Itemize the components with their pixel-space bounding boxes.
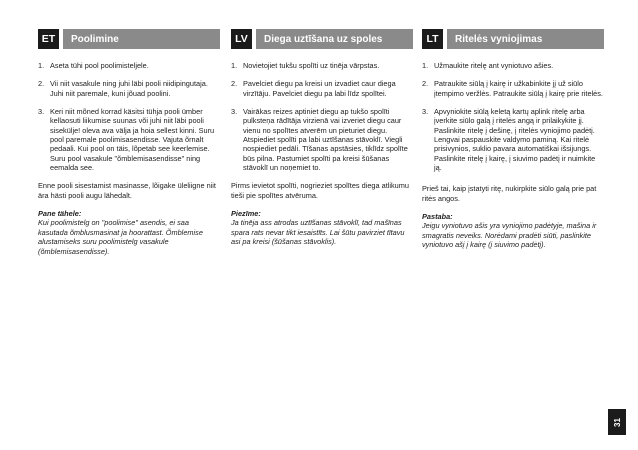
- column-estonian: [38, 29, 220, 256]
- page-number: 31: [612, 417, 622, 427]
- step-number: 2.: [231, 79, 238, 89]
- note-heading: Pastaba:: [422, 212, 453, 222]
- page-number-badge: [608, 409, 626, 435]
- step-item: [38, 61, 220, 70]
- note-heading: Piezīme:: [231, 209, 261, 219]
- step-number: 2.: [422, 79, 429, 89]
- column-latvian: [231, 29, 413, 247]
- step-item: [422, 61, 604, 70]
- step-item: [231, 107, 413, 172]
- note-text: Jeigu vyniotuvo ašis yra vyniojimo padėtyje, mašina ir smagratis neveiks. Norėdami pradėti siūti, paslinkite vyniotuvo ašį į kairę (į siuvimo padėtį).: [422, 221, 597, 250]
- step-text: Apvyniokite siūlą keletą kartų aplink ritelę arba įverkite siūlo galą į ritelės angą ir prilaikykite jį. Paslinkite ritelę į dešinę, į ritelės vyniojimo padėtį. Lengvai paspauskite valdymo paminą. Kai ritelė prisivynios, suklio pavara automatiškai išsijungs. Paslinkite ritelę į kairę, į siuvimo padėtį ir nuimkite ją.: [434, 107, 596, 173]
- column-lithuanian: [422, 29, 604, 250]
- step-number: 1.: [231, 61, 238, 70]
- language-code-badge: ET: [38, 29, 59, 49]
- step-number: 3.: [231, 107, 238, 117]
- section-header-lv: [231, 29, 413, 49]
- step-text: Patraukite siūlą į kairę ir užkabinkite jį už siūlo įtempimo veržlės. Patraukite siūlą į kairę prie ritelės.: [434, 79, 603, 98]
- section-body: [231, 61, 413, 247]
- step-number: 3.: [38, 107, 45, 117]
- step-number: 2.: [38, 79, 45, 89]
- instruction-paragraph: Enne pooli sisestamist masinasse, lõigake üleliigne niit ära hästi pooli augu lähedalt.: [38, 181, 216, 200]
- step-item: [422, 79, 604, 98]
- section-header-et: [38, 29, 220, 49]
- step-number: 1.: [422, 61, 429, 70]
- section-body: [38, 61, 220, 256]
- instruction-paragraph: Prieš tai, kaip įstatyti ritę, nukirpkite siūlo galą prie pat ritės angos.: [422, 184, 597, 203]
- language-code-badge: LT: [422, 29, 443, 49]
- note-text: Ja tinēja ass atrodas uztīšanas stāvoklī, tad mašīnas spara rats nevar tikt iesaistīts. Lai šūtu pavirziet tītavu asi pa kreisi (šūšanas stāvoklis).: [231, 218, 405, 247]
- section-body: [422, 61, 604, 250]
- step-item: [422, 107, 604, 172]
- step-item: [231, 61, 413, 70]
- step-number: 3.: [422, 107, 429, 117]
- section-title: Poolimine: [63, 29, 220, 49]
- step-text: Užmaukite ritelę ant vyniotuvo ašies.: [434, 61, 554, 70]
- section-header-lt: [422, 29, 604, 49]
- step-text: Keri niit mõned korrad käsitsi tühja pooli ümber kellaosuti liikumise suunas või juhi niit läbi pooli sisekülje! oleva ava välja ja hoia sellest kinni. Suru pool paremale poolimisasendisse. Vajuta õrnalt pedaali. Kui pool on täis, lõpetab see keerlemise. Suru pool vasakule "õmblemisasendisse" ning eemalda see.: [50, 107, 215, 173]
- step-item: [231, 79, 413, 98]
- section-title: Ritelės vyniojimas: [447, 29, 604, 49]
- steps-list: [231, 61, 413, 172]
- step-text: Vairākas reizes aptiniet diegu ap tukšo spolīti pulksteņa rādītāja virzienā vai izveriet diegu caur vienu no spolītes atverēm un pieturiet diegu. Atspiediet spolīti pa labi uztīšanas stāvoklī. Viegli nospiediet pedāli. Tīšanas apstāsies, tiklīdz spolīte būs pilna. Pastumiet spolīti pa kreisi šūšanas stāvoklī un noņemiet to.: [243, 107, 408, 173]
- steps-list: [422, 61, 604, 172]
- step-item: [38, 79, 220, 98]
- note-text: Kui poolimistelg on "poolimise" asendis, ei saa kasutada õmblusmasinat ja hoorattast. Õmblemise alustamiseks suru poolimistelg vasakule (õmblemisasendisse).: [38, 218, 203, 256]
- step-text: Vii niit vasakule ning juhi läbi pooli niidipingutaja. Juhi niit paremale, kuni jõuad poolini.: [50, 79, 208, 98]
- step-item: [38, 107, 220, 172]
- steps-list: [38, 61, 220, 172]
- step-text: Pavelciet diegu pa kreisi un izvadiet caur diega virzītāju. Pavelciet diegu pa labi līdz spolītei.: [243, 79, 396, 98]
- section-title: Diega uztīšana uz spoles: [256, 29, 413, 49]
- step-text: Novietojiet tukšu spolīti uz tinēja vārpstas.: [243, 61, 380, 70]
- step-number: 1.: [38, 61, 45, 70]
- language-code-badge: LV: [231, 29, 252, 49]
- step-text: Aseta tühi pool poolimisteljele.: [50, 61, 149, 70]
- note-heading: Pane tähele:: [38, 209, 82, 219]
- instruction-paragraph: Pirms ievietot spolīti, nogrieziet spolītes diega atlikumu tieši pie spolītes atvēruma.: [231, 181, 409, 200]
